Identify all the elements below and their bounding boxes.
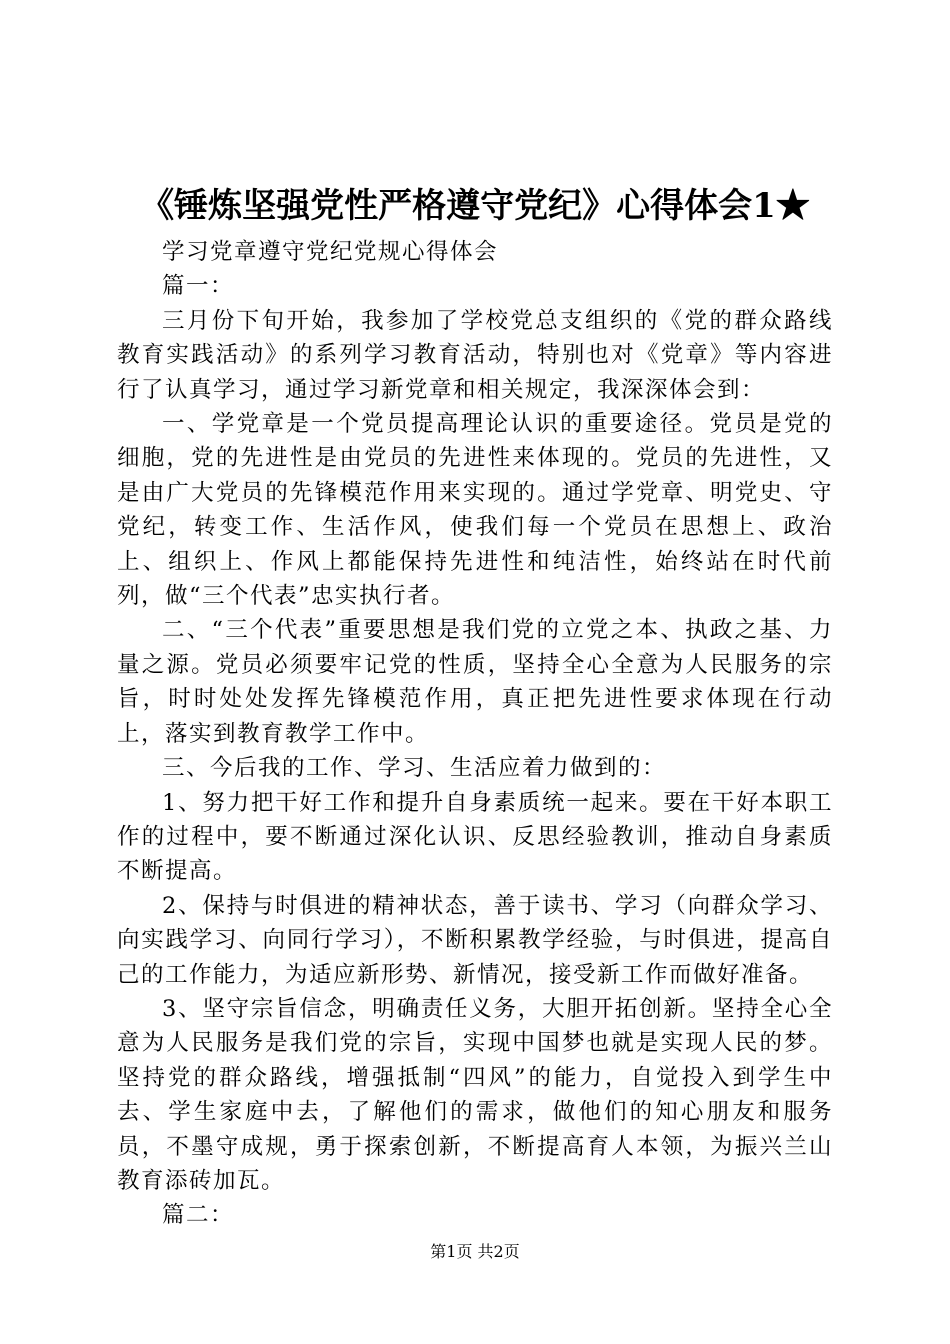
subtitle-paragraph: 学习党章遵守党纪党规心得体会	[162, 239, 499, 265]
point-one-paragraph: 一、学党章是一个党员提高理论认识的重要途径。党员是党的细胞，党的先进性是由党员的先进性来体现的。党员的先进性，又是由广大党员的先锋模范作用来实现的。通过学党章、明党史、守党纪，转变工作、生活作风，使我们每一个党员在思想上、政治上、组织上、作风上都能保持先进性和纯洁性，始终站在时代前列，做“三个代表”忠实执行者。	[117, 411, 833, 610]
point-two-paragraph: 二、“三个代表”重要思想是我们党的立党之本、执政之基、力量之源。党员必须要牢记党的性质，坚持全心全意为人民服务的宗旨，时时处处发挥先锋模范作用，真正把先进性要求体现在行动上，落实到教育教学工作中。	[117, 617, 833, 747]
section-heading-part-one: 篇一：	[162, 273, 235, 300]
point-three-heading: 三、今后我的工作、学习、生活应着力做到的：	[162, 755, 667, 782]
document-title: 《锤炼坚强党性严格遵守党纪》心得体会1★	[140, 186, 810, 226]
item-one-paragraph: 1、努力把干好工作和提升自身素质统一起来。要在干好本职工作的过程中，要不断通过深化认识、反思经验教训，推动自身素质不断提高。	[117, 789, 833, 885]
page-number-footer: 第1页 共2页	[430, 1242, 520, 1261]
item-three-paragraph: 3、坚守宗旨信念，明确责任义务，大胆开拓创新。坚持全心全意为人民服务是我们党的宗旨，实现中国梦也就是实现人民的梦。坚持党的群众路线，增强抵制“四风”的能力，自觉投入到学生中去、学生家庭中去，了解他们的需求，做他们的知心朋友和服务员，不墨守成规，勇于探索创新，不断提高育人本领，为振兴兰山教育添砖加瓦。	[117, 995, 833, 1194]
document-body	[117, 235, 833, 1233]
item-two-paragraph: 2、保持与时俱进的精神状态，善于读书、学习（向群众学习、向实践学习、向同行学习），不断积累教学经验，与时俱进，提高自己的工作能力，为适应新形势、新情况，接受新工作而做好准备。	[117, 892, 833, 988]
intro-paragraph: 三月份下旬开始，我参加了学校党总支组织的《党的群众路线教育实践活动》的系列学习教育活动，特别也对《党章》等内容进行了认真学习，通过学习新党章和相关规定，我深深体会到：	[117, 307, 833, 403]
section-heading-part-two: 篇二：	[162, 1202, 235, 1229]
